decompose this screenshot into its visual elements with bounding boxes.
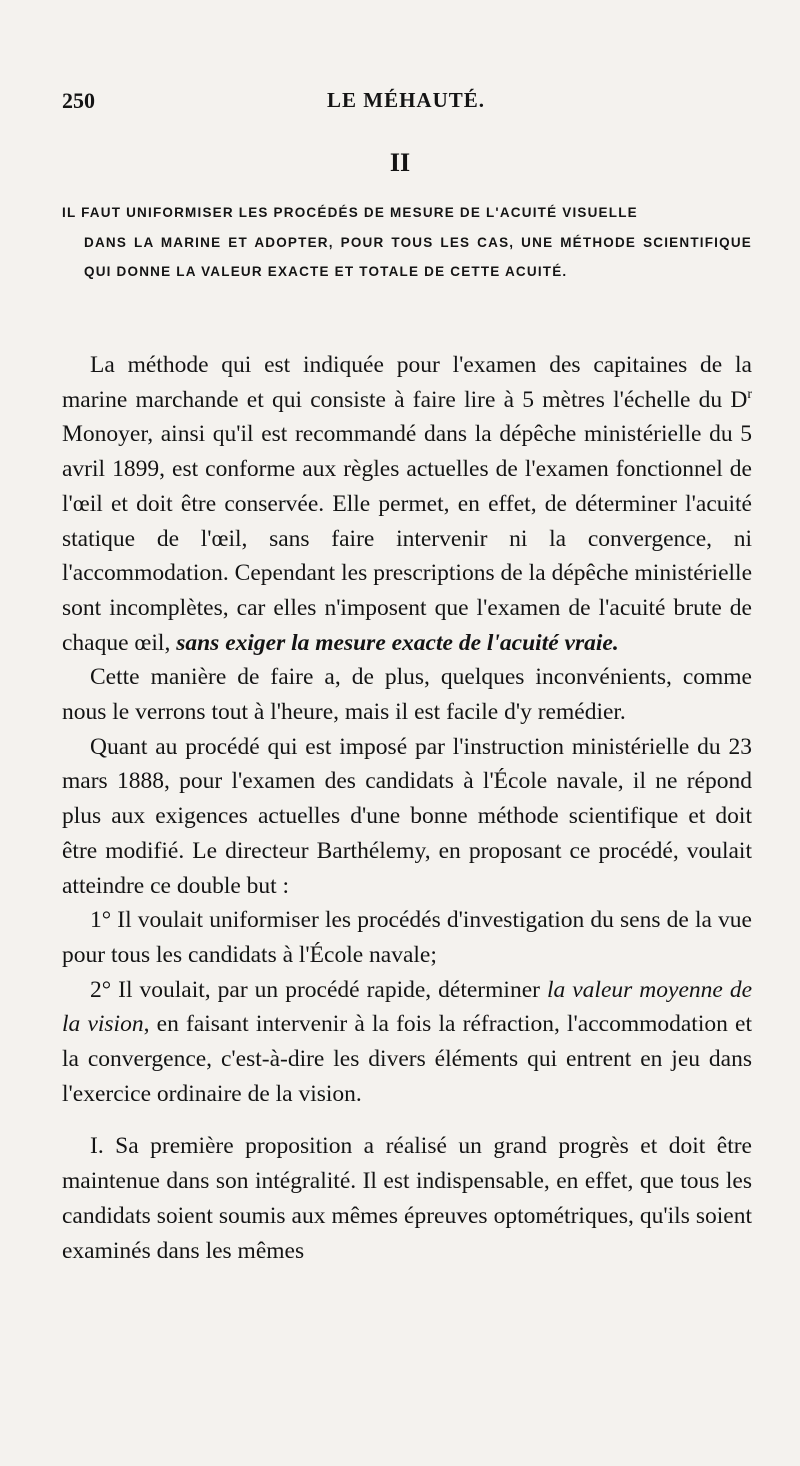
- paragraph-5-emphasis: la valeur moyenne de la vision: [62, 976, 753, 1038]
- paragraph-5-part-a: 2° Il voulait, par un procédé rapide, déterminer: [90, 976, 547, 1003]
- paragraph-3: Quant au procédé qui est imposé par l'instruction ministérielle du 23 mars 1888, pour l'examen des candidats à l'École navale, il ne répond plus aux exigences actuelles d'une bonne méthode scientifique et doit être modifié. Le directeur Barthélemy, en proposant ce procédé, voulait atteindre ce double but :: [62, 733, 752, 899]
- paragraph-1-emphasis: sans exiger la mesure exacte de l'acuité vraie.: [176, 629, 619, 656]
- paragraph-6: I. Sa première proposition a réalisé un grand progrès et doit être maintenue dans son intégralité. Il est indispensable, en effet, que tous les candidats soient soumis aux mêmes épreuves optométriques, qu'ils soient examinés dans les mêmes: [62, 1133, 752, 1264]
- section-number: II: [389, 148, 411, 177]
- section-heading: [62, 198, 752, 287]
- paragraph-5-part-b: , en faisant intervenir à la fois la réfraction, l'accommodation et la convergence, c'est-à-dire les divers éléments qui entrent en jeu dans l'exercice ordinaire de la vision.: [62, 1011, 752, 1107]
- paragraph-1-part-b: Monoyer, ainsi qu'il est recommandé dans la dépêche ministérielle du 5 avril 1899, est conforme aux règles actuelles de l'examen fonctionnel de l'œil et doit être conservée. Elle permet, en effet, de déterminer l'acuité statique de l'œil, sans faire intervenir ni la convergence, ni l'accommodation. Cependant les prescriptions de la dépêche ministérielle sont incomplètes, car elles n'imposent que l'examen de l'acuité brute de chaque œil,: [62, 421, 752, 656]
- section-heading-continuation: DANS LA MARINE ET ADOPTER, POUR TOUS LES CAS, UNE MÉTHODE SCIENTIFIQUE QUI DONNE LA VALEUR EXACTE ET TOTALE DE CETTE ACUITÉ.: [84, 234, 752, 279]
- running-head: LE MÉHAUTÉ.: [326, 88, 486, 112]
- page-number: 250: [62, 88, 95, 113]
- paragraph-2: Cette manière de faire a, de plus, quelques inconvénients, comme nous le verrons tout à l'heure, mais il est facile d'y remédier.: [62, 664, 752, 726]
- paragraph-1-part-a: La méthode qui est indiquée pour l'examen des capitaines de la marine marchande et qui consiste à faire lire à 5 mètres l'échelle du D: [62, 352, 752, 413]
- paragraph-4: 1° Il voulait uniformiser les procédés d'investigation du sens de la vue pour tous les candidats à l'École navale;: [62, 907, 752, 968]
- paragraph-1: [62, 348, 752, 660]
- page-header: [62, 88, 750, 122]
- paragraph-5: [62, 973, 752, 1112]
- body-text: [62, 348, 752, 1268]
- superscript-r: r: [747, 386, 752, 402]
- section-heading-line-1: IL FAUT UNIFORMISER LES PROCÉDÉS DE MESURE DE L'ACUITÉ VISUELLE: [62, 205, 638, 220]
